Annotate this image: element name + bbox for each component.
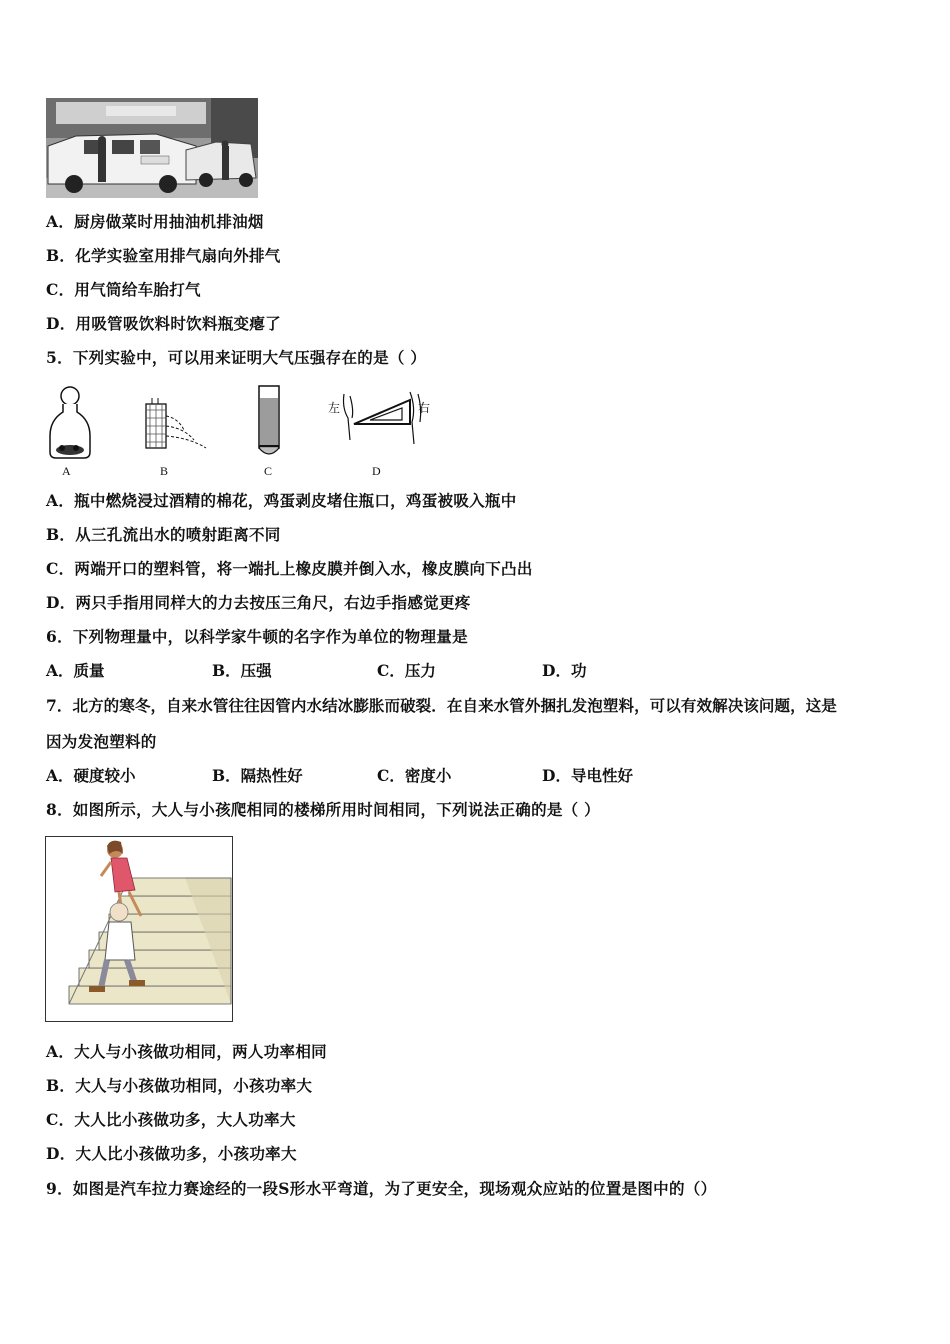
q5-stem: 5．下列实验中，可以用来证明大气压强存在的是（ ） xyxy=(46,348,427,367)
q7-stem-line1: 7．北方的寒冬，自来水管往往因管内水结冰膨胀而破裂．在自来水管外捆扎发泡塑料，可以有效解决该问题，这是 xyxy=(46,696,837,715)
flask-egg-figure xyxy=(48,386,92,460)
tube-membrane-figure xyxy=(256,384,282,460)
triangle-ruler-figure xyxy=(340,388,430,446)
q8-stem: 8．如图所示，大人与小孩爬相同的楼梯所用时间相同，下列说法正确的是（ ） xyxy=(46,800,600,819)
q6-option-d: D．功 xyxy=(542,661,587,680)
q7-option-a: A．硬度较小 xyxy=(46,766,136,785)
figure-label-b: B xyxy=(160,464,169,478)
q9-stem: 9．如图是汽车拉力赛途经的一段S形水平弯道，为了更安全，现场观众应站的位置是图中的（） xyxy=(46,1179,717,1198)
figure-d-right-label: 右 xyxy=(418,401,431,415)
figure-d-left-label: 左 xyxy=(328,401,341,415)
q6-option-b: B．压强 xyxy=(212,661,272,680)
figure-label-a: A xyxy=(62,464,71,478)
q7-stem-line2: 因为发泡塑料的 xyxy=(46,732,157,751)
figure-label-d: D xyxy=(372,464,381,478)
q8-option-d: D．大人比小孩做功多，小孩功率大 xyxy=(46,1144,297,1163)
three-holes-figure xyxy=(144,396,210,452)
q6-option-c: C．压力 xyxy=(377,661,436,680)
ambulance-photo xyxy=(46,98,258,198)
figure-label-c: C xyxy=(264,464,273,478)
stairs-climbing-figure xyxy=(45,836,233,1022)
q8-option-b: B．大人与小孩做功相同，小孩功率大 xyxy=(46,1076,313,1095)
q7-option-c: C．密度小 xyxy=(377,766,452,785)
q4-option-c: C．用气筒给车胎打气 xyxy=(46,280,201,299)
q5-option-a: A．瓶中燃烧浸过酒精的棉花，鸡蛋剥皮堵住瓶口，鸡蛋被吸入瓶中 xyxy=(46,491,517,510)
q6-stem: 6．下列物理量中，以科学家牛顿的名字作为单位的物理量是 xyxy=(46,627,468,646)
q5-option-b: B．从三孔流出水的喷射距离不同 xyxy=(46,525,281,544)
q5-option-d: D．两只手指用同样大的力去按压三角尺，右边手指感觉更疼 xyxy=(46,593,471,612)
q7-option-d: D．导电性好 xyxy=(542,766,633,785)
q4-option-b: B．化学实验室用排气扇向外排气 xyxy=(46,246,281,265)
q4-option-a: A．厨房做菜时用抽油机排油烟 xyxy=(46,212,264,231)
q8-option-a: A．大人与小孩做功相同，两人功率相同 xyxy=(46,1042,327,1061)
q4-option-d: D．用吸管吸饮料时饮料瓶变瘪了 xyxy=(46,314,281,333)
q5-option-c: C．两端开口的塑料管，将一端扎上橡皮膜并倒入水，橡皮膜向下凸出 xyxy=(46,559,533,578)
q7-option-b: B．隔热性好 xyxy=(212,766,303,785)
q6-option-a: A．质量 xyxy=(46,661,105,680)
q8-option-c: C．大人比小孩做功多，大人功率大 xyxy=(46,1110,296,1129)
